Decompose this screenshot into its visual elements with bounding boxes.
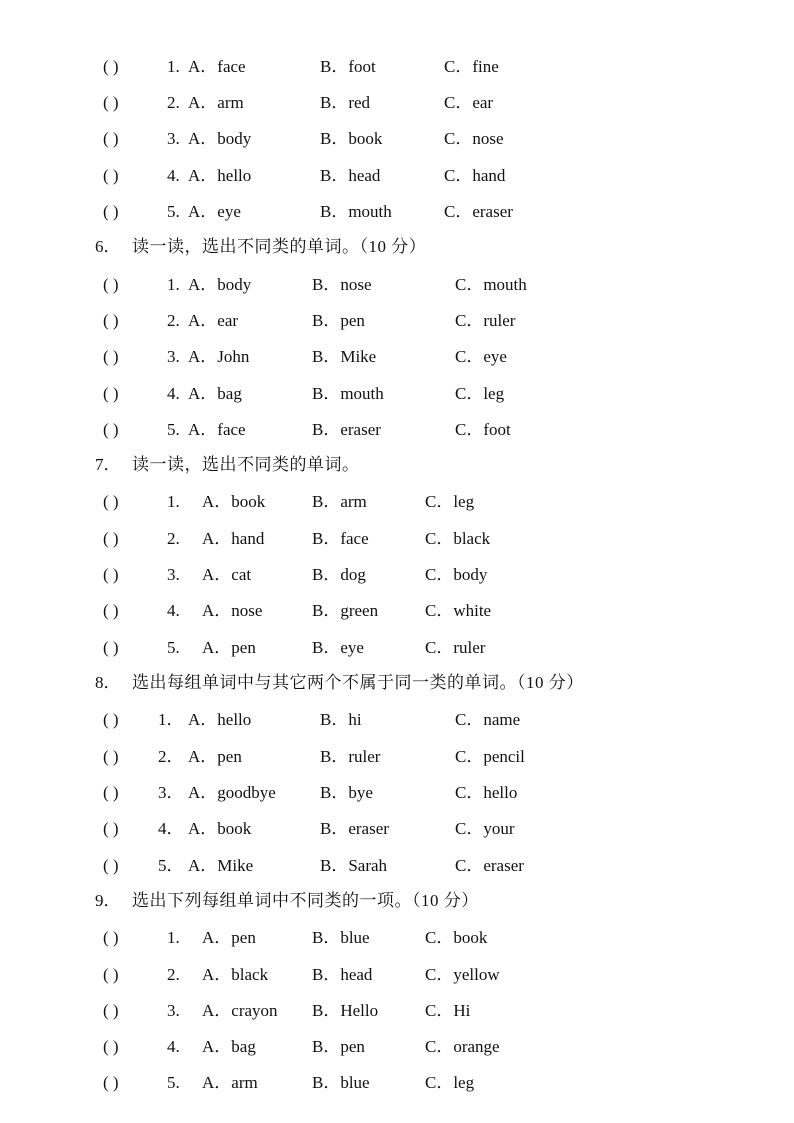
option-b: B．green [312, 601, 379, 620]
option-a: A．pen [202, 928, 256, 947]
option-a: A．face [188, 420, 246, 439]
option-b: B．head [320, 166, 381, 185]
section-heading [0, 668, 794, 698]
option-c: C．pencil [455, 747, 525, 766]
answer-blank[interactable]: ( ) [103, 965, 119, 984]
question-number: 5. [167, 420, 180, 439]
answer-blank[interactable]: ( ) [103, 1037, 119, 1056]
answer-blank[interactable]: ( ) [103, 783, 119, 802]
question-number: 5． [158, 856, 184, 875]
answer-blank[interactable]: ( ) [103, 275, 119, 294]
option-a: A．arm [188, 93, 244, 112]
option-b: B．bye [320, 783, 373, 802]
option-c: C．leg [425, 1073, 475, 1092]
option-a: A．bag [188, 384, 242, 403]
option-c: C．hand [444, 166, 506, 185]
question-row [0, 1032, 794, 1062]
question-number: 5. [167, 202, 180, 221]
question-row [0, 342, 794, 372]
option-a: A．goodbye [188, 783, 276, 802]
question-number: 2. [167, 93, 180, 112]
answer-blank[interactable]: ( ) [103, 747, 119, 766]
section-heading [0, 886, 794, 916]
option-c: C．Hi [425, 1001, 471, 1020]
section-instruction: 读一读，选出不同类的单词。 [132, 455, 360, 474]
answer-blank[interactable]: ( ) [103, 166, 119, 185]
option-c: C．ruler [425, 638, 486, 657]
option-b: B．head [312, 965, 373, 984]
section-number: 6． [95, 237, 121, 256]
question-number: 4． [158, 819, 184, 838]
answer-blank[interactable]: ( ) [103, 565, 119, 584]
question-number: 3. [167, 129, 180, 148]
option-b: B．face [312, 529, 369, 548]
question-row [0, 633, 794, 663]
option-a: A．hello [188, 710, 252, 729]
question-number: 3． [158, 783, 184, 802]
option-c: C．orange [425, 1037, 500, 1056]
question-row [0, 596, 794, 626]
question-number: 2． [158, 747, 184, 766]
question-number: 3. [167, 565, 180, 584]
option-c: C．leg [425, 492, 475, 511]
answer-blank[interactable]: ( ) [103, 638, 119, 657]
answer-blank[interactable]: ( ) [103, 601, 119, 620]
question-row [0, 487, 794, 517]
question-number: 2. [167, 311, 180, 330]
option-a: A．arm [202, 1073, 258, 1092]
option-a: A．pen [188, 747, 242, 766]
option-b: B．eye [312, 638, 364, 657]
option-c: C．ear [444, 93, 494, 112]
question-row [0, 415, 794, 445]
question-row [0, 197, 794, 227]
section-instruction: 选出下列每组单词中不同类的一项。（10 分） [132, 891, 479, 910]
option-b: B．blue [312, 928, 370, 947]
option-a: A．Mike [188, 856, 254, 875]
option-c: C．name [455, 710, 521, 729]
question-row [0, 88, 794, 118]
answer-blank[interactable]: ( ) [103, 1001, 119, 1020]
answer-blank[interactable]: ( ) [103, 202, 119, 221]
question-row [0, 161, 794, 191]
option-a: A．body [188, 275, 252, 294]
option-a: A．cat [202, 565, 252, 584]
option-c: C．book [425, 928, 488, 947]
question-number: 3. [167, 347, 180, 366]
option-b: B．eraser [312, 420, 381, 439]
question-number: 4. [167, 166, 180, 185]
answer-blank[interactable]: ( ) [103, 129, 119, 148]
question-row [0, 124, 794, 154]
option-b: B．mouth [312, 384, 384, 403]
option-a: A．crayon [202, 1001, 278, 1020]
option-b: B．Mike [312, 347, 377, 366]
option-a: A．pen [202, 638, 256, 657]
question-row [0, 379, 794, 409]
answer-blank[interactable]: ( ) [103, 856, 119, 875]
section-number: 9． [95, 891, 121, 910]
option-b: B．dog [312, 565, 366, 584]
option-b: B．pen [312, 311, 365, 330]
question-row [0, 52, 794, 82]
option-b: B．mouth [320, 202, 392, 221]
option-b: B．hi [320, 710, 362, 729]
section-heading [0, 450, 794, 480]
question-number: 4. [167, 601, 180, 620]
question-number: 1. [167, 492, 180, 511]
section-number: 7． [95, 455, 121, 474]
option-b: B．book [320, 129, 383, 148]
question-number: 4. [167, 384, 180, 403]
option-a: A．nose [202, 601, 263, 620]
answer-blank[interactable]: ( ) [103, 1073, 119, 1092]
question-number: 1. [167, 275, 180, 294]
option-b: B．arm [312, 492, 367, 511]
option-b: B．blue [312, 1073, 370, 1092]
question-row [0, 524, 794, 554]
question-row [0, 778, 794, 808]
answer-blank[interactable]: ( ) [103, 420, 119, 439]
option-c: C．white [425, 601, 492, 620]
option-b: B．nose [312, 275, 372, 294]
question-row [0, 1068, 794, 1098]
option-a: A．black [202, 965, 269, 984]
question-row [0, 705, 794, 735]
option-a: A．book [202, 492, 266, 511]
question-row [0, 742, 794, 772]
answer-blank[interactable]: ( ) [103, 384, 119, 403]
question-number: 5. [167, 1073, 180, 1092]
question-number: 1. [167, 928, 180, 947]
option-c: C．foot [455, 420, 511, 439]
answer-blank[interactable]: ( ) [103, 492, 119, 511]
option-c: C．yellow [425, 965, 500, 984]
option-c: C．eraser [455, 856, 524, 875]
question-row [0, 306, 794, 336]
question-number: 2. [167, 529, 180, 548]
option-c: C．leg [455, 384, 505, 403]
option-b: B．foot [320, 57, 376, 76]
answer-blank[interactable]: ( ) [103, 311, 119, 330]
question-row [0, 996, 794, 1026]
option-b: B．Sarah [320, 856, 388, 875]
option-a: A．face [188, 57, 246, 76]
section-instruction: 读一读，选出不同类的单词。（10 分） [132, 237, 427, 256]
question-number: 1. [167, 57, 180, 76]
option-c: C．eraser [444, 202, 513, 221]
option-c: C．hello [455, 783, 518, 802]
answer-blank[interactable]: ( ) [103, 529, 119, 548]
option-a: A．John [188, 347, 250, 366]
section-number: 8． [95, 673, 121, 692]
question-row [0, 851, 794, 881]
option-c: C．nose [444, 129, 504, 148]
option-b: B．eraser [320, 819, 389, 838]
option-a: A．hello [188, 166, 252, 185]
option-c: C．your [455, 819, 515, 838]
option-b: B．ruler [320, 747, 381, 766]
option-a: A．hand [202, 529, 265, 548]
section-heading [0, 232, 794, 262]
option-a: A．ear [188, 311, 239, 330]
option-b: B．red [320, 93, 371, 112]
answer-blank[interactable]: ( ) [103, 57, 119, 76]
answer-blank[interactable]: ( ) [103, 928, 119, 947]
section-instruction: 选出每组单词中与其它两个不属于同一类的单词。（10 分） [132, 673, 584, 692]
option-b: B．Hello [312, 1001, 379, 1020]
question-row [0, 560, 794, 590]
question-number: 3. [167, 1001, 180, 1020]
answer-blank[interactable]: ( ) [103, 710, 119, 729]
option-a: A．body [188, 129, 252, 148]
option-a: A．bag [202, 1037, 256, 1056]
option-b: B．pen [312, 1037, 365, 1056]
option-c: C．mouth [455, 275, 527, 294]
question-number: 1． [158, 710, 184, 729]
option-c: C．ruler [455, 311, 516, 330]
question-row [0, 270, 794, 300]
question-number: 2. [167, 965, 180, 984]
option-c: C．eye [455, 347, 507, 366]
question-row [0, 814, 794, 844]
question-row [0, 960, 794, 990]
option-c: C．body [425, 565, 488, 584]
answer-blank[interactable]: ( ) [103, 819, 119, 838]
question-number: 5. [167, 638, 180, 657]
question-row [0, 923, 794, 953]
answer-blank[interactable]: ( ) [103, 93, 119, 112]
answer-blank[interactable]: ( ) [103, 347, 119, 366]
question-number: 4. [167, 1037, 180, 1056]
option-a: A．eye [188, 202, 241, 221]
option-a: A．book [188, 819, 252, 838]
option-c: C．black [425, 529, 491, 548]
option-c: C．fine [444, 57, 499, 76]
